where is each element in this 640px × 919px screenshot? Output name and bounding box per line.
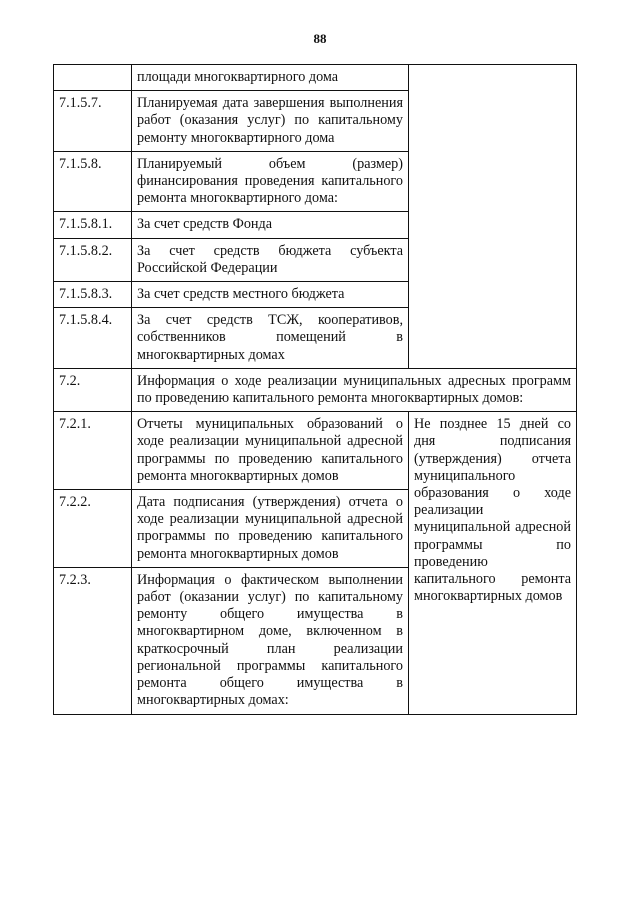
empty-deadline-cell [409,65,577,369]
item-description: Информация о фактическом выполнении работ (оказании услуг) по капитальному ремонту общего имущества в многоквартирном доме, включенном в краткосрочный план реализации региональной программы капитального ремонта общего имущества в многоквартирных домах: [132,567,409,714]
item-description: Планируемая дата завершения выполнения работ (оказания услуг) по капитальному ремонту многоквартирного дома [132,91,409,152]
item-description: площади многоквартирного дома [132,65,409,91]
item-number: 7.1.5.7. [54,91,132,152]
item-description: За счет средств ТСЖ, кооперативов, собственников помещений в многоквартирных домах [132,308,409,369]
requirements-table [53,64,577,715]
item-number: 7.1.5.8. [54,151,132,212]
item-number: 7.1.5.8.4. [54,308,132,369]
item-description: За счет средств бюджета субъекта Российской Федерации [132,238,409,281]
item-number [54,65,132,91]
item-description: Отчеты муниципальных образований о ходе реализации муниципальной адресной программы по проведению капитального ремонта многоквартирных домов [132,412,409,490]
item-number: 7.1.5.8.3. [54,282,132,308]
item-description: Планируемый объем (размер) финансирования проведения капитального ремонта многоквартирного дома: [132,151,409,212]
item-number: 7.2.1. [54,412,132,490]
item-number: 7.1.5.8.1. [54,212,132,238]
item-number: 7.2. [54,368,132,411]
item-number: 7.1.5.8.2. [54,238,132,281]
item-description: Дата подписания (утверждения) отчета о ходе реализации муниципальной адресной программы по проведению капитального ремонта многоквартирных домов [132,490,409,568]
table-row [54,368,577,411]
deadline-note: Не позднее 15 дней со дня подписания (утверждения) отчета муниципального образования о ходе реализации муниципальной адресной программы по проведению капитального ремонта многоквартирных домов [409,412,577,714]
item-number: 7.2.2. [54,490,132,568]
item-number: 7.2.3. [54,567,132,714]
section-description: Информация о ходе реализации муниципальных адресных программ по проведению капитального ремонта многоквартирных домов: [132,368,577,411]
table-row [54,65,577,91]
item-description: За счет средств местного бюджета [132,282,409,308]
table-row [54,412,577,490]
item-description: За счет средств Фонда [132,212,409,238]
page-number: 88 [313,31,327,46]
